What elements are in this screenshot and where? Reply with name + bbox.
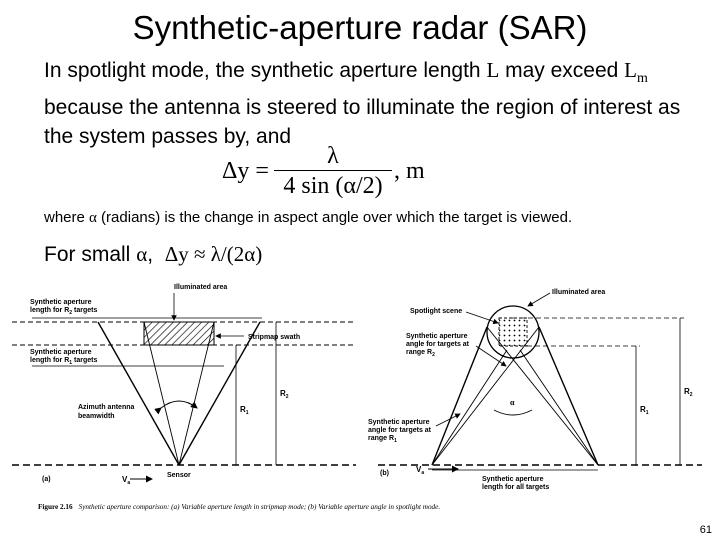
alpha-symbol: α — [89, 210, 97, 226]
formula-fraction — [274, 142, 392, 201]
small-alpha-prefix: For small — [44, 243, 137, 266]
panel-b-label: (b) — [380, 470, 389, 477]
resolution-formula — [222, 142, 462, 204]
where-text — [44, 208, 714, 228]
spotlight-leader — [466, 312, 498, 323]
intro-paragraph — [44, 56, 694, 151]
intro-text-3: because the antenna is steered to illuminate the region of interest as the system passes by, and — [44, 96, 681, 149]
angle-r2-label: Synthetic aperture angle for targets at range $R_2$ — [406, 333, 470, 358]
sensor-label: Sensor — [167, 472, 191, 479]
symbol-Lm-sub: m — [637, 71, 648, 87]
symbol-Lm-base: L — [624, 58, 637, 82]
sar-comparison-figure — [12, 278, 712, 526]
slide-title: Synthetic-aperture radar (SAR) — [132, 9, 588, 46]
where-text-2: (radians) is the change in aspect angle over which the target is viewed. — [96, 209, 573, 226]
illuminated-area-hatch — [144, 322, 214, 345]
illuminated-area-label-b: Illuminated area — [552, 289, 606, 296]
azimuth-beamwidth-arc — [161, 401, 197, 408]
small-alpha-approximation — [44, 240, 464, 269]
formula-unit: , m — [394, 158, 425, 184]
illuminated-leader-b — [528, 293, 550, 306]
beam-right-crossing — [487, 327, 598, 465]
beam-right-outer — [539, 327, 598, 465]
small-alpha-expression: Δy ≈ λ/(2α) — [164, 242, 263, 266]
aperture-r2-label: Synthetic aperture length for $R_2$ targets — [30, 299, 98, 316]
r2-label-b: $R_2$ — [684, 387, 693, 398]
intro-text-1: In spotlight mode, the synthetic aperture length — [44, 59, 487, 82]
r2-label: $R_2$ — [280, 389, 289, 400]
formula-lhs: Δy = — [222, 158, 269, 184]
velocity-label: $V_a$ — [122, 475, 131, 486]
small-alpha-comma: , — [147, 243, 154, 266]
spotlight-panel — [368, 289, 702, 491]
beam-left-inner — [432, 350, 507, 465]
beam-right-inner — [520, 350, 598, 465]
figure-caption: Figure 2.16 Synthetic aperture comparison: (a) Variable aperture length in stripmap mode; (b) Variable aperture angle in spotlight mode. — [38, 503, 441, 511]
small-alpha-symbol: α — [136, 242, 148, 266]
aperture-r1-label: Synthetic aperture length for $R_1$ targets — [30, 349, 98, 366]
velocity-label-b: $V_a$ — [416, 465, 425, 476]
where-text-1: where — [44, 209, 90, 226]
formula-denominator: 4 sin (α/2) — [283, 173, 383, 199]
azimuth-beamwidth-label: Azimuth antenna beamwidth — [78, 404, 135, 420]
angle-r1-label: Synthetic aperture angle for targets at range $R_1$ — [368, 419, 432, 444]
symbol-L: L — [486, 58, 500, 82]
spotlight-scene-dots — [499, 318, 527, 346]
illuminated-area-label: Illuminated area — [174, 284, 228, 291]
stripmap-swath-label: Stripmap swath — [248, 334, 301, 341]
r1-label-b: $R_1$ — [640, 405, 649, 416]
intro-text-2: may exceed — [499, 59, 625, 82]
aperture-length-all-label: Synthetic aperture length for all targets — [482, 476, 550, 491]
alpha-angle-arc — [494, 410, 532, 415]
stripmap-panel — [12, 284, 356, 486]
symbol-Lm — [624, 58, 648, 87]
r1-label: $R_1$ — [240, 405, 249, 416]
panel-a-label: (a) — [42, 476, 51, 483]
page-number: 61 — [699, 524, 712, 536]
formula-numerator: λ — [327, 143, 339, 169]
alpha-label: α — [510, 398, 515, 407]
spotlight-scene-label: Spotlight scene — [410, 308, 463, 315]
